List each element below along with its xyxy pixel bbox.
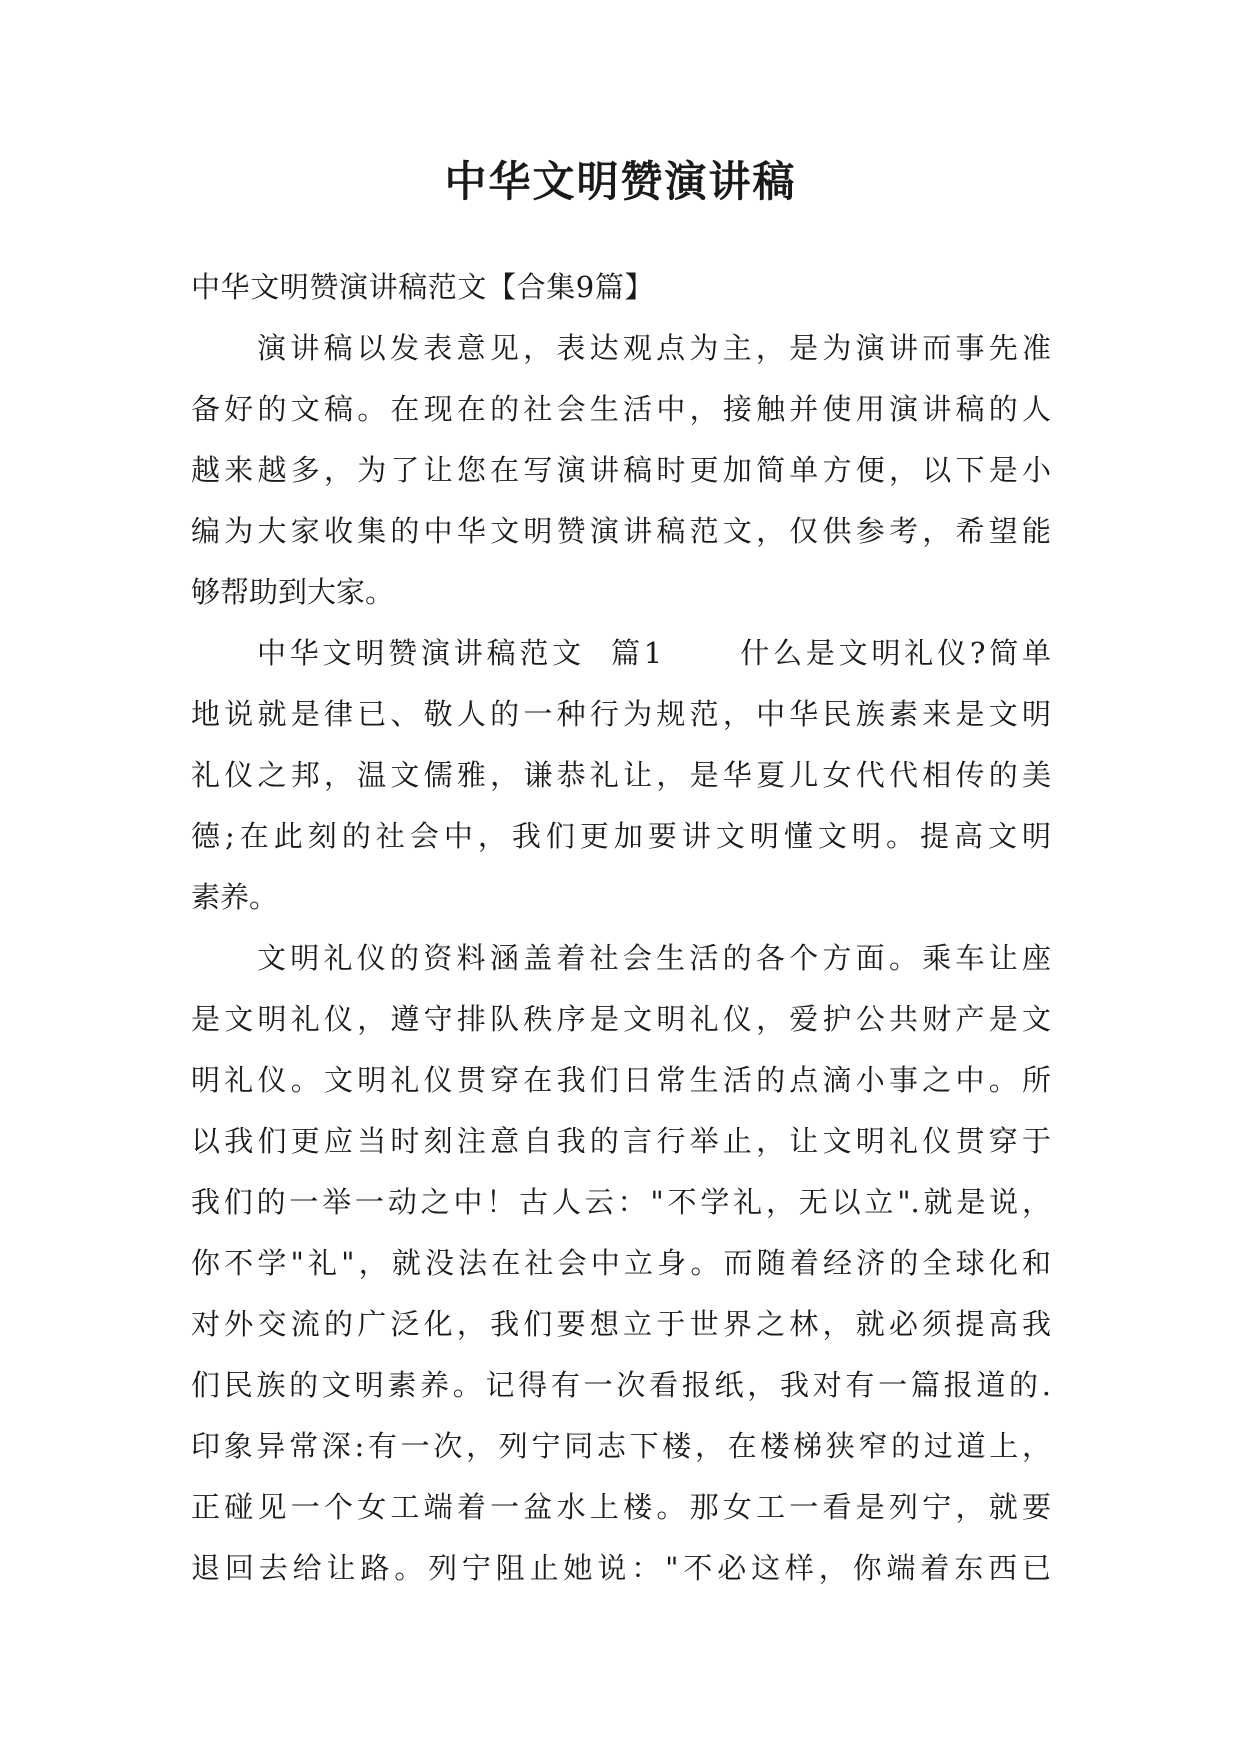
paragraph-line: 地说就是律已、敬人的一种行为规范，中华民族素来是文明 [191, 697, 1051, 731]
paragraph-line: 编为大家收集的中华文明赞演讲稿范文，仅供参考，希望能 [191, 514, 1051, 548]
paragraph-line: 对外交流的广泛化，我们要想立于世界之林，就必须提高我 [191, 1307, 1051, 1341]
paragraph-line: 中华文明赞演讲稿范文 篇1 什么是文明礼仪?简单 [257, 636, 1051, 670]
paragraph-line: 备好的文稿。在现在的社会生活中，接触并使用演讲稿的人 [191, 392, 1051, 426]
paragraph-line: 文明礼仪的资料涵盖着社会生活的各个方面。乘车让座 [257, 941, 1051, 975]
paragraph-line: 越来越多，为了让您在写演讲稿时更加简单方便，以下是小 [191, 453, 1051, 487]
paragraph-line: 我们的一举一动之中！古人云："不学礼，无以立".就是说， [191, 1185, 1051, 1219]
paragraph-line: 是文明礼仪，遵守排队秩序是文明礼仪，爱护公共财产是文 [191, 1002, 1051, 1036]
paragraph-line: 正碰见一个女工端着一盆水上楼。那女工一看是列宁，就要 [191, 1490, 1051, 1524]
paragraph-line: 们民族的文明素养。记得有一次看报纸，我对有一篇报道的. [191, 1368, 1051, 1402]
paragraph-line: 以我们更应当时刻注意自我的言行举止，让文明礼仪贯穿于 [191, 1124, 1051, 1158]
paragraph-line: 你不学"礼"，就没法在社会中立身。而随着经济的全球化和 [191, 1246, 1051, 1280]
document-subtitle: 中华文明赞演讲稿范文【合集9篇】 [191, 270, 655, 304]
paragraph-line: 德;在此刻的社会中，我们更加要讲文明懂文明。提高文明 [191, 819, 1051, 853]
document-body [191, 257, 1051, 1599]
paragraph-line: 够帮助到大家。 [191, 575, 395, 609]
paragraph-line: 演讲稿以发表意见，表达观点为主，是为演讲而事先准 [257, 331, 1051, 365]
document-title: 中华文明赞演讲稿 [444, 157, 797, 206]
paragraph-line: 素养。 [191, 880, 279, 914]
paragraph-line: 明礼仪。文明礼仪贯穿在我们日常生活的点滴小事之中。所 [191, 1063, 1051, 1097]
paragraph-line: 退回去给让路。列宁阻止她说："不必这样，你端着东西已 [191, 1551, 1051, 1585]
paragraph-line: 礼仪之邦，温文儒雅，谦恭礼让，是华夏儿女代代相传的美 [191, 758, 1051, 792]
paragraph-line: 印象异常深:有一次，列宁同志下楼，在楼梯狭窄的过道上， [191, 1429, 1051, 1463]
